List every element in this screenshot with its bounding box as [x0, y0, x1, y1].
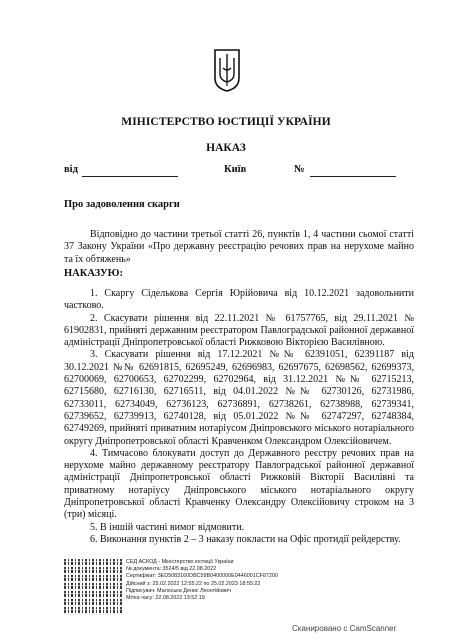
order-heading: НАКАЗУЮ:	[64, 268, 123, 279]
coat-of-arms-icon	[213, 48, 241, 92]
order-item: 6. Виконання пунктів 2 – 3 наказу покласти на Офіс протидії рейдерству.	[90, 533, 401, 545]
digital-signature-block	[64, 553, 404, 615]
order-subject: Про задоволення скарги	[64, 199, 180, 210]
signature-timestamp: Мітка часу: 22.08.2022 13:52:19	[126, 595, 205, 602]
date-line	[82, 176, 178, 177]
signature-signer: Підписувач: Малоська Денис Леонтійович	[126, 587, 231, 594]
signature-system: СЕД АСКОД - Міністерство юстиції України	[126, 559, 234, 565]
scanner-watermark: Сканировано с CamScanner	[292, 624, 397, 633]
ministry-title: МІНІСТЕРСТВО ЮСТИЦІЇ УКРАЇНИ	[121, 116, 331, 128]
date-number-row	[64, 164, 396, 178]
preamble: Відповідно до частини третьої статті 26, пунктів 1, 4 частини сьомої статті 37 Закону України «Про державну реєстрацію речових прав на нерухоме майно та їх обтяжень»	[64, 229, 414, 265]
number-prefix: №	[294, 164, 305, 175]
order-item: 2. Скасувати рішення від 22.11.2021 № 61757765, від 29.11.2021 № 61902831, прийняті державним реєстратором Павлоградської районної державної адміністрації Дніпропетровської області Рижковою Вікторією Василівною.	[64, 312, 414, 349]
signature-certificate: Сертифікат: 3ED5083160DBC59B0400000E0446001CF87200	[126, 573, 278, 580]
qr-code-icon	[64, 559, 122, 615]
document-type: НАКАЗ	[206, 142, 246, 154]
signature-doc-number: № документа: 3524/5 від 22.08.2022	[126, 566, 217, 573]
order-item: 4. Тимчасово блокувати доступ до Державного реєстру речових прав на нерухоме майно державному реєстратору Павлоградської районної державної адміністрації Дніпропетровської області Рижковій Вікторії Василівні та приватному нотаріусу Дніпровського міського нотаріального округу Дніпропетровської області Кравченку Олександру Олексійовичу строком на 3 (три) місяці.	[64, 447, 414, 521]
order-item: 5. В іншій частині вимог відмовити.	[90, 521, 245, 533]
city-label: Київ	[224, 164, 247, 175]
number-line	[310, 176, 396, 177]
order-item: 3. Скасувати рішення від 17.12.2021 №№ 62391051, 62391187 від 30.12.2021 №№ 62691815, 62695249, 62696983, 62697675, 62698562, 62699373, 62700069, 62700653, 62702299, 62702964, від 31.12.2021 №№ 62715213, 62715680, 62716130, 62716511, від 04.01.2022 №№ 62730126, 62731986, 62733011, 62734049, 62736123, 62736891, 62738261, 62738988, 62739341, 62739652, 62739913, 62740128, від 05.01.2022 №№ 62747297, 62748384, 62749269, прийняті приватним нотаріусом Дніпровського міського нотаріального округу Дніпропетровської області Кравченком Олександром Олексійовичем.	[64, 349, 414, 447]
signature-validity: Дійсний з: 25.02.2022 12:55:22 по 25.02.2023 18:55:22	[126, 580, 261, 587]
order-items	[64, 288, 414, 546]
order-item: 1. Скаргу Сіделькова Сергія Юрійовича від 10.12.2021 задовольнити частково.	[64, 288, 414, 312]
signature-details	[126, 559, 278, 602]
date-prefix: від	[64, 164, 78, 175]
